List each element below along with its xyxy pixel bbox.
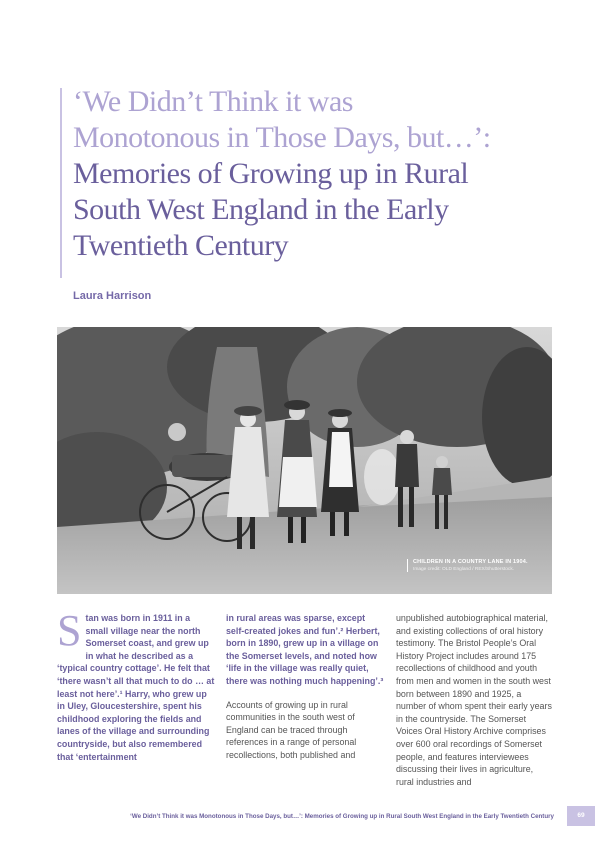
- title-dark-line-2: South West England in the Early: [73, 193, 449, 226]
- title-dark-line-3: Twentieth Century: [73, 229, 289, 262]
- article-title: [73, 84, 573, 264]
- running-footer-title: ‘We Didn’t Think it was Monotonous in Those Days, but…’: Memories of Growing up in Rural South West England in the Early Twentieth Century: [130, 813, 554, 820]
- body-column-2: [226, 612, 384, 762]
- photo-illustration: [57, 327, 552, 594]
- title-dark-line-1: Memories of Growing up in Rural: [73, 157, 469, 190]
- photo-caption: [407, 559, 528, 572]
- column-1-text: tan was born in 1911 in a small village near the north Somerset coast, and grew up in what he described as a ‘typical country cottage’. He felt that ‘there wasn’t all that much to do … at least not here’.¹ Harry, who grew up in Uley, Gloucestershire, spent his childhood exploring the fields and lanes of the village and surrounding countryside, but also remembered that ‘entertainment: [57, 613, 215, 762]
- article-photo: [57, 327, 552, 594]
- title-light-line-1: ‘We Didn’t Think it was: [73, 85, 353, 118]
- caption-credit: Image credit: OLD England / REX/Shutterstock.: [413, 567, 515, 572]
- author-name: Laura Harrison: [73, 290, 152, 302]
- drop-cap: S: [57, 606, 82, 655]
- title-accent-rule: [60, 88, 62, 278]
- title-light-line-2: Monotonous in Those Days, but…’:: [73, 121, 491, 154]
- column-2-lead-text: in rural areas was sparse, except self-created jokes and fun’.² Herbert, born in 1890, grew up in a village on the Somerset levels, and noted how ‘life in the village was really quiet, there was nothing much happening’.³: [226, 613, 384, 686]
- caption-title: CHILDREN IN A COUNTRY LANE IN 1904.: [413, 559, 528, 565]
- column-2-text: Accounts of growing up in rural communities in the south west of England can be traced through references in a range of personal recollections, both published and: [226, 699, 357, 760]
- body-column-3: unpublished autobiographical material, and existing collections of oral history testimony. The Bristol People’s Oral History Project includes around 175 recollections of childhood and youth from men and women in the south west born between 1890 and 1925, a number of whom spent their early years in the countryside. The Somerset Voices Oral History Archive comprises over 600 oral recordings of Somerset people, and features interviewees discussing their lives in agriculture, rural industries and: [396, 613, 552, 787]
- body-column-1: [57, 606, 215, 763]
- page-number: 69: [567, 806, 595, 826]
